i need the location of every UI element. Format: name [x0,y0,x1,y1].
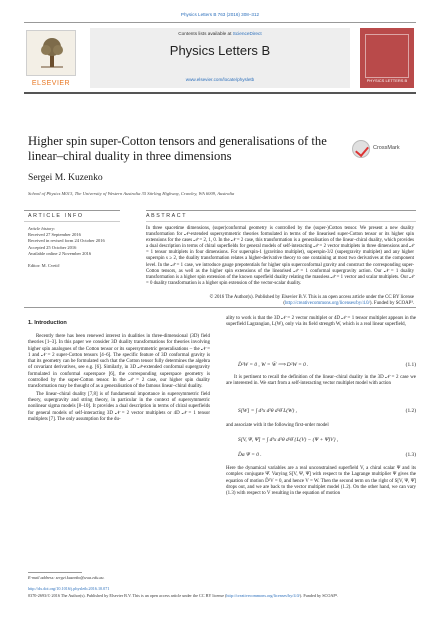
article-info-rule-lower [24,221,120,222]
journal-reference[interactable]: Physics Letters B 763 (2016) 308–312 [180,12,260,17]
journal-cover [360,28,414,88]
tree-icon [39,36,65,68]
history-online: Available online 2 November 2016 [28,250,92,256]
abstract-rule-lower [146,221,416,222]
issn-license [28,593,416,599]
equation-1-3b-body: D̄α Ψ = 0 . [238,452,262,458]
homepage-link[interactable]: www.elsevier.com/locate/physletb [185,77,255,82]
cover-frame [365,34,409,78]
header-top-rule [24,22,416,23]
equation-1-2-body: S[W] = ∫ d³x d²θ d²θ̄ L(W) , [238,408,297,414]
abstract-bottom-rule [24,307,416,308]
equation-1-1-body: D̄²W = 0 , W = W̄ ⟹ D²W = 0 . [238,362,309,368]
intro-paragraph-6: Here the dynamical variables are a real unconstrained superfield V, a chiral scalar Ψ and its complex conjugate Ψ̄. Varying S[V, Ψ, Ψ̄] with respect to the Lagrange multiplier Ψ gives the equation of motion D̄²V = 0, and hence V = W. Then the second term on the right of S[V, Ψ, Ψ̄] drops out, and we are back to the vector multiplet model (1.2). On the other hand, we can vary (1.3) with respect to V resulting in the equation of motion [226,466,416,496]
intro-paragraph-3: ality to work is that the 3D 𝒩 = 2 vector multiplet or 4D 𝒩 = 1 tensor multiplet appears in the superfield Lagrangian, L(W), only via its field strength W, which is a real linear superfield, [226,316,416,328]
crossmark-icon [352,140,370,158]
intro-paragraph-1: Recently there has been renewed interest in dualities in three-dimensional (3D) field theories [1–3]. In this paper we consider 3D duality transformations for theories involving higher spin analogues of the Cotton tensor or its supersymmetric generalisations – the 𝒩 = 1 and 𝒩 = 2 super-Cotton tensors [4–6]. The specific feature of 3D conformal gravity is that its geometry can be formulated such that the Cotton tensor fully determines the algebra of covariant derivatives, see e.g. [6]. Similarly, in 3D 𝒩-extended conformal supergravity formulated in conformal superspace [6], the corresponding superspace geometry is controlled by the super-Cotton tensor. In the 𝒩 = 2 case, our higher spin duality transformation may be thought of as a generalisation of the famous linear–chiral duality. [28,334,210,389]
abstract-heading: ABSTRACT [146,213,188,219]
history-received: Received 27 September 2016 [28,232,81,238]
equation-1-3a-body: S[V, Ψ, Ψ̄] = ∫ d³x d²θ d²θ̄ {L(V) − (Ψ + Ψ̄)V} , [238,437,339,443]
journal-title: Physics Letters B [169,43,271,58]
crossmark-label: CrossMark [373,145,400,151]
editor-line: Editor: M. Cvetič [28,263,60,268]
copyright-prefix: © 2016 The Author(s). Published by Elsevier B.V. This is an open access article under the CC BY license ( [209,295,414,307]
right-column-part-2 [226,375,416,388]
elsevier-logo [26,30,76,76]
cover-title: PHYSICS LETTERS B [366,78,408,83]
footnote-email[interactable]: E-mail address: sergei.kuzenko@uwa.edu.au. [28,575,105,580]
paper-title: Higher spin super-Cotton tensors and generalisations of the linear–chiral duality in three dimensions [28,134,327,163]
equation-1-1-number: (1.1) [405,362,416,368]
left-column [28,334,210,425]
contents-prefix: Contents lists available at [178,31,233,36]
crossmark-button[interactable] [352,140,414,160]
intro-paragraph-5: and associate with it the following first-order model [226,423,329,428]
article-info-rule [24,210,120,211]
issn-cc-link[interactable]: http://creativecommons.org/licenses/by/4.0/ [226,593,300,598]
sciencedirect-link[interactable]: ScienceDirect [232,31,262,36]
author-affiliation: School of Physics M013, The University of Western Australia 35 Stirling Highway, Crawley, WA 6009, Australia [28,191,235,196]
header-bottom-rule [24,92,416,94]
right-column-part-3 [226,423,416,429]
contents-line [90,31,350,36]
section-heading-introduction: 1. Introduction [28,320,67,326]
author-name[interactable]: Sergei M. Kuzenko [28,172,103,183]
history-accepted: Accepted 25 October 2016 [28,244,77,250]
right-column [226,316,416,329]
cc-license-link[interactable]: http://creativecommons.org/licenses/by/4.0/ [284,301,370,307]
publisher-name: ELSEVIER [31,80,71,87]
history-heading: Article history: [28,226,56,231]
equation-1-3-number: (1.3) [405,452,416,458]
history-revised: Received in revised form 24 October 2016 [28,238,105,244]
footnote-rule [28,572,82,573]
article-history [28,226,128,257]
doi-link[interactable]: http://dx.doi.org/10.1016/j.physletb.2016.10.071 [28,586,110,591]
abstract-copyright [146,295,414,307]
issn-suffix: ). Funded by SCOAP³. [299,593,338,598]
right-column-part-4 [226,466,416,497]
abstract-rule [146,210,416,211]
copyright-suffix: ). Funded by SCOAP³. [369,301,414,307]
article-info-heading: ARTICLE INFO [28,213,84,219]
issn-prefix: 0370-2693/© 2016 The Author(s). Published by Elsevier B.V. This is an open access article under the CC BY license ( [28,593,227,598]
intro-paragraph-2: The linear–chiral duality [7,8] is of fundamental importance in supersymmetric field theory, supergravity and string theory, in particular in the context of supersymmetric nonlinear sigma models [8–10]. It provides a dual description in terms of chiral superfields for general models of self-interacting 3D 𝒩 = 2 vector multiplets or 4D 𝒩 = 1 tensor multiplets [7]. The only assumption for the du- [28,391,210,422]
abstract-text: In three spacetime dimensions, (super)conformal geometry is controlled by the (super-)Cotton tensor. We present a new duality transformation for 𝒩-extended supersymmetric theories formulated in terms of the linearised super-Cotton tensor or its higher spin extensions for the cases 𝒩 = 2, 1, 0. In the 𝒩 = 2 case, this transformation is a generalisation of the linear–chiral duality, which provides a dual description in terms of chiral superfields for general models of self-interacting 𝒩 = 2 vector multiplets in three dimensions and 𝒩 = 1 tensor multiplets in four dimensions. For superspin-1 (gravitino multiplet), superspin-3/2 (supergravity multiplet) and any higher superspin s ≥ 2, the duality transformation relates a higher-derivative theory to one containing at most two derivatives at the component level. In the 𝒩 = 1 case, we introduce gauge prepotentials for higher spin superconformal gravity and construct the corresponding super-Cotton tensors, as well as the higher spin extensions of the linearised 𝒩 = 1 conformal supergravity action. Our 𝒩 = 1 duality transformation is a higher spin extension of the known superfield duality relating the massless 𝒩 = 1 vector and scalar multiplets. Our 𝒩 = 0 duality transformation is a higher spin extension of the vector-scalar duality. [146,226,414,286]
intro-paragraph-4: It is pertinent to recall the definition of the linear–chiral duality in the 3D 𝒩 = 2 case we are interested in. We start from a self-interacting vector multiplet model with action [226,375,416,387]
equation-1-2-number: (1.2) [405,408,416,414]
journal-homepage [90,77,350,82]
